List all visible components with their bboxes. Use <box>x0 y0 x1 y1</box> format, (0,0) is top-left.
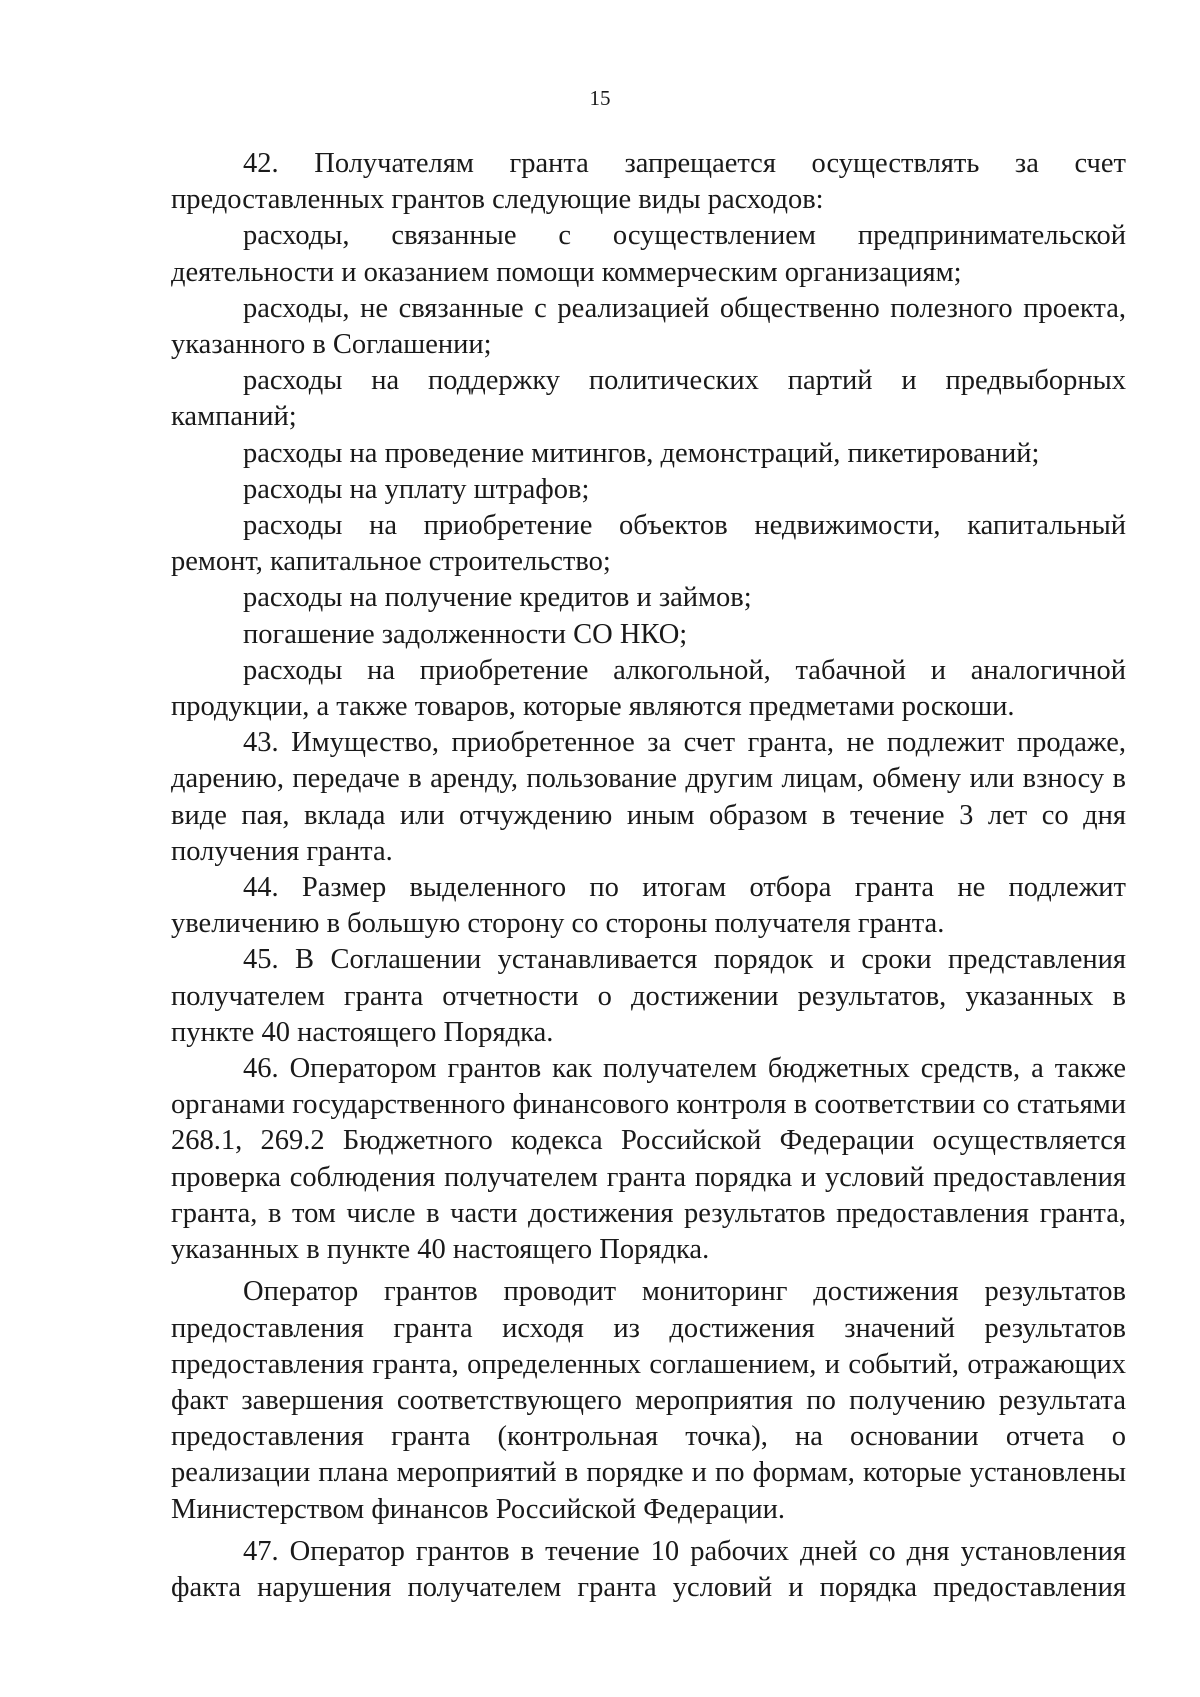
paragraph: расходы на поддержку политических партий и предвыборных кампаний; <box>171 365 1126 433</box>
paragraph: Оператор грантов проводит мониторинг достижения результатов предоставления гранта исходя из достижения значений результатов предоставления гранта, определенных соглашением, и событий, отражающих факт завершения соответствующего мероприятия по получению результата предоставления гранта (контрольная точка), на основании отчета о реализации плана мероприятий в порядке и по формам, которые установлены Министерством финансов Российской Федерации. <box>171 1276 1126 1525</box>
page-number: 15 <box>589 86 611 110</box>
document-body <box>171 146 1126 1606</box>
paragraph: расходы на приобретение алкогольной, табачной и аналогичной продукции, а также товаров, которые являются предметами роскоши. <box>171 654 1126 723</box>
paragraph: погашение задолженности СО НКО; <box>243 618 688 650</box>
paragraph: 46. Оператором грантов как получателем бюджетных средств, а также органами государственного финансового контроля в соответствии со статьями 268.1, 269.2 Бюджетного кодекса Российской Федерации осуществляется проверка соблюдения получателем гранта порядка и условий предоставления гранта, в том числе в части достижения результатов предоставления гранта, указанных в пункте 40 настоящего Порядка. <box>171 1053 1126 1266</box>
paragraph: 44. Размер выделенного по итогам отбора гранта не подлежит увеличению в большую сторону со стороны получателя гранта. <box>171 872 1126 940</box>
paragraph: 47. Оператор грантов в течение 10 рабочих дней со дня установления факта нарушения получателем гранта условий и порядка предоставления <box>171 1535 1126 1603</box>
paragraph: расходы на приобретение объектов недвижимости, капитальный ремонт, капитальное строительство; <box>171 510 1126 578</box>
paragraph: расходы на получение кредитов и займов; <box>243 582 752 614</box>
paragraph: расходы, не связанные с реализацией общественно полезного проекта, указанного в Соглашении; <box>171 292 1126 361</box>
paragraph: расходы, связанные с осуществлением предпринимательской деятельности и оказанием помощи коммерческим организациям; <box>171 220 1126 288</box>
paragraph: расходы на проведение митингов, демонстраций, пикетирований; <box>243 437 1040 469</box>
paragraph: 43. Имущество, приобретенное за счет гранта, не подлежит продаже, дарению, передаче в аренду, пользование другим лицам, обмену или взносу в виде пая, вклада или отчуждению иным образом в течение 3 лет со дня получения гранта. <box>171 727 1126 867</box>
paragraph: 42. Получателям гранта запрещается осуществлять за счет предоставленных грантов следующие виды расходов: <box>171 148 1126 216</box>
paragraph: расходы на уплату штрафов; <box>243 473 590 505</box>
paragraph: 45. В Соглашении устанавливается порядок и сроки представления получателем гранта отчетности о достижении результатов, указанных в пункте 40 настоящего Порядка. <box>171 944 1126 1048</box>
